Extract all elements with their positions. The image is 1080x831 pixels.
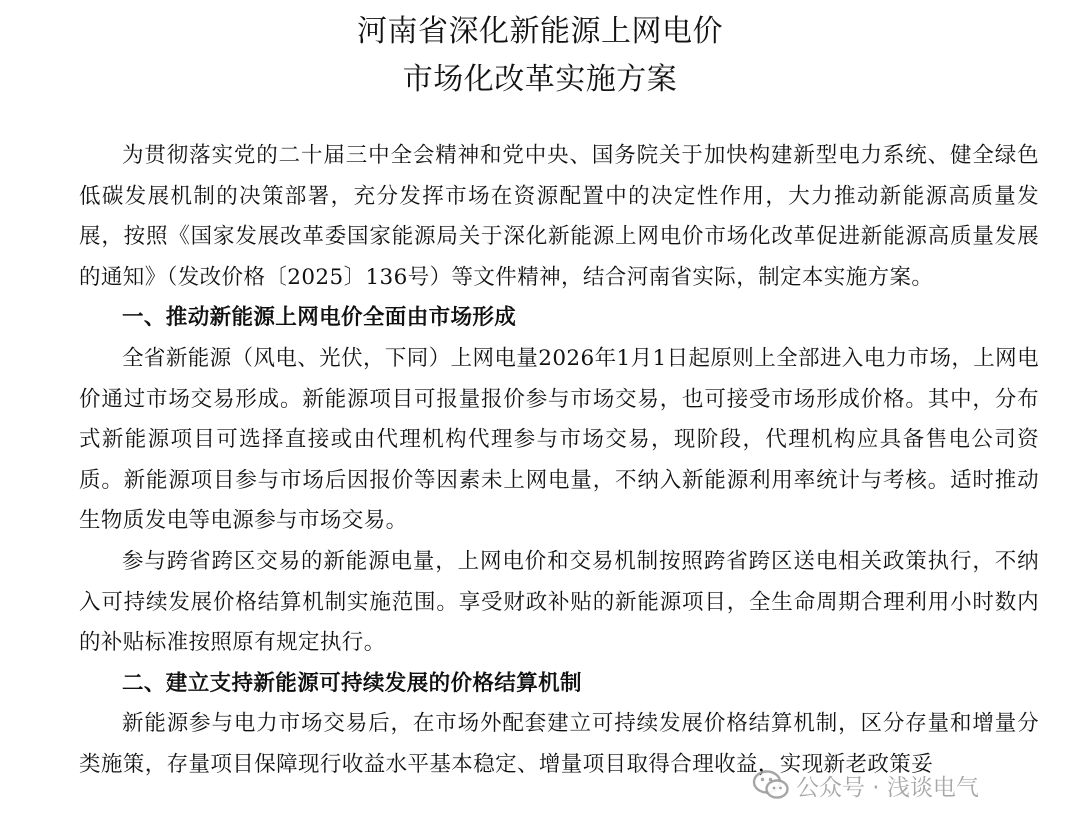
title-line-2: 市场化改革实施方案	[402, 62, 678, 97]
section-2-paragraph-1: 新能源参与电力市场交易后，在市场外配套建立可持续发展价格结算机制，区分存量和增量分类施策，存量项目保障现行收益水平基本稳定、增量项目取得合理收益，实现新老政策妥	[79, 711, 1039, 777]
section-1-paragraph-2: 参与跨省跨区交易的新能源电量，上网电价和交易机制按照跨省跨区送电相关政策执行，不纳入可持续发展价格结算机制实施范围。享受财政补贴的新能源项目，全生命周期合理利用小时数内的补贴标准按照原有规定执行。	[79, 548, 1039, 656]
intro-paragraph: 为贯彻落实党的二十届三中全会精神和党中央、国务院关于加快构建新型电力系统、健全绿色低碳发展机制的决策部署，充分发挥市场在资源配置中的决定性作用，大力推动新能源高质量发展，按照《国家发展改革委国家能源局关于深化新能源上网电价市场化改革促进新能源高质量发展的通知》（发改价格〔2025〕136号）等文件精神，结合河南省实际，制定本实施方案。	[79, 143, 1039, 290]
watermark-label: 公众号 · 浅谈电气	[796, 774, 979, 801]
section-1-paragraph-1: 全省新能源（风电、光伏，下同）上网电量2026年1月1日起原则上全部进入电力市场，上网电价通过市场交易形成。新能源项目可报量报价参与市场交易，也可接受市场形成价格。其中，分布式新能源项目可选择直接或由代理机构代理参与市场交易，现阶段，代理机构应具备售电公司资质。新能源项目参与市场后因报价等因素未上网电量，不纳入新能源利用率统计与考核。适时推动生物质发电等电源参与市场交易。	[79, 345, 1039, 534]
wechat-official-account-icon	[752, 769, 790, 801]
section-2-heading: 二、建立支持新能源可持续发展的价格结算机制	[122, 670, 582, 696]
document-body	[79, 136, 1039, 786]
section-1-heading: 一、推动新能源上网电价全面由市场形成	[122, 305, 517, 331]
watermark	[752, 765, 979, 805]
title-line-1: 河南省深化新能源上网电价	[357, 14, 723, 49]
document-title	[0, 8, 1080, 104]
